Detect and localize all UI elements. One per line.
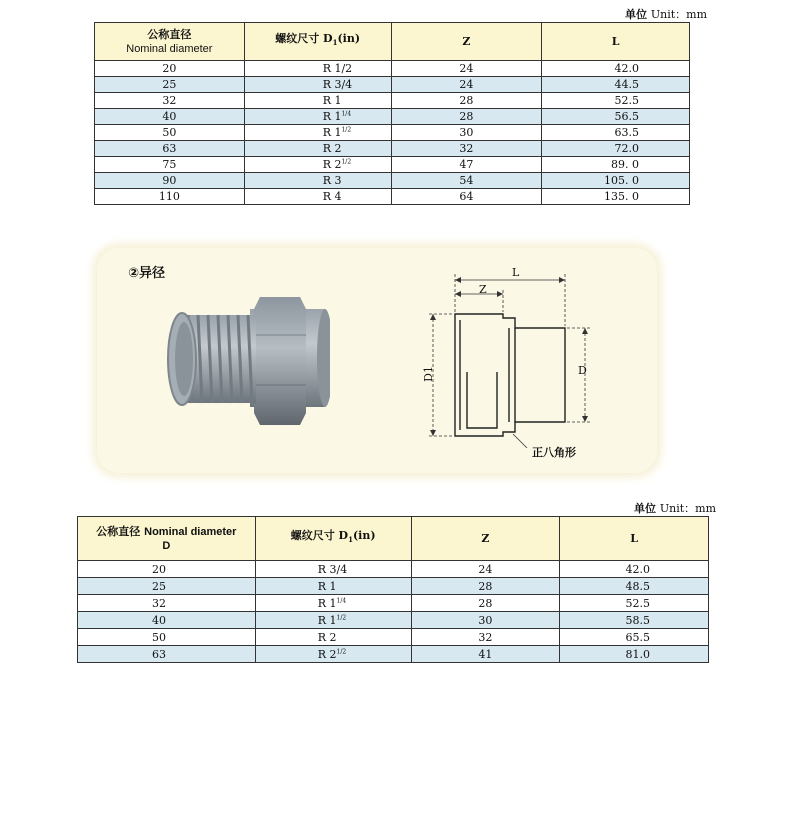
cell-thread-text: R 2 <box>317 630 337 644</box>
cell-l <box>560 646 709 663</box>
header-thread-sub: 1 <box>332 38 338 48</box>
header-l: L <box>542 23 690 61</box>
cell-z <box>391 77 542 93</box>
cell-z <box>411 595 560 612</box>
table-row <box>95 173 690 189</box>
cell-l <box>560 561 709 578</box>
cell-z <box>411 578 560 595</box>
dim-label-l: L <box>512 266 520 279</box>
header-thread-label: 螺纹尺寸 D <box>275 32 333 46</box>
table-row <box>95 61 690 77</box>
cell-dn <box>95 93 245 109</box>
octagon-label: 正八角形 <box>532 446 576 459</box>
unit-label-value: Unit：mm <box>650 8 707 21</box>
cell-z-text: 30 <box>459 126 474 139</box>
cell-l-text: 44.5 <box>614 78 639 91</box>
cell-l-text: 65.5 <box>625 630 650 644</box>
cell-thread-text: R 1 <box>322 110 342 123</box>
cell-dn <box>95 125 245 141</box>
cell-dn-text: 20 <box>152 562 166 576</box>
cell-z <box>391 125 542 141</box>
cell-dn <box>78 646 256 663</box>
table-row <box>95 157 690 173</box>
cell-thread <box>244 93 391 109</box>
cell-thread-text: R 1 <box>317 596 337 610</box>
thread-fraction: 1/2 <box>336 613 347 621</box>
cell-thread-text: R 1 <box>322 126 342 139</box>
cell-dn <box>95 189 245 205</box>
table-row <box>95 93 690 109</box>
cell-dn-text: 32 <box>162 94 177 107</box>
table-row <box>78 561 709 578</box>
cell-thread <box>255 561 411 578</box>
cell-thread <box>244 77 391 93</box>
header-thread-label-2: 螺纹尺寸 D <box>290 529 349 543</box>
cell-dn-text: 90 <box>162 174 177 187</box>
cell-l-text: 52.5 <box>625 596 650 610</box>
thread-fraction: 1/2 <box>341 126 352 134</box>
cell-l-text: 42.0 <box>614 62 639 75</box>
thread-fraction: 1/2 <box>341 158 352 166</box>
cell-z-text: 24 <box>459 78 474 91</box>
cell-l-text: 81.0 <box>625 647 650 661</box>
cell-dn <box>95 173 245 189</box>
cell-thread <box>244 61 391 77</box>
thread-fraction: 1/4 <box>341 110 352 118</box>
cell-dn-text: 20 <box>162 62 177 75</box>
cell-l-text: 63.5 <box>614 126 639 139</box>
cell-thread-text: R 1 <box>322 94 342 107</box>
cell-thread <box>244 173 391 189</box>
cell-dn-text: 25 <box>162 78 177 91</box>
table-row <box>95 125 690 141</box>
header-thread-unit: (in) <box>337 32 361 46</box>
cell-z <box>391 61 542 77</box>
cell-thread-text: R 4 <box>322 190 342 203</box>
cell-dn <box>95 109 245 125</box>
header-thread-size-2 <box>255 517 411 561</box>
cell-l <box>542 125 690 141</box>
thread-fraction: 1/2 <box>336 647 347 655</box>
cell-thread-text: R 1 <box>317 613 337 627</box>
spec-table-2 <box>77 516 709 663</box>
cell-dn-text: 40 <box>162 110 177 123</box>
cell-z <box>391 141 542 157</box>
cell-dn <box>78 578 256 595</box>
dim-label-d: D <box>578 364 587 377</box>
cell-thread <box>244 141 391 157</box>
table-row <box>95 189 690 205</box>
cell-thread-text: R 1 <box>317 579 337 593</box>
cell-z-text: 32 <box>478 630 493 644</box>
cell-l <box>542 77 690 93</box>
cell-l <box>560 595 709 612</box>
fitting-photo <box>160 275 330 445</box>
cell-l <box>542 141 690 157</box>
cell-z-text: 24 <box>459 62 474 75</box>
cell-z <box>391 109 542 125</box>
cell-dn-text: 75 <box>162 158 177 171</box>
header-dn-en-2: Nominal diameter <box>144 525 237 538</box>
cell-l <box>542 61 690 77</box>
cell-z <box>411 629 560 646</box>
cell-dn <box>95 61 245 77</box>
cell-l-text: 105. 0 <box>604 174 639 187</box>
cell-dn-text: 63 <box>162 142 177 155</box>
cell-l <box>560 612 709 629</box>
header-nominal-diameter-2 <box>78 517 256 561</box>
cell-z-text: 28 <box>478 579 493 593</box>
unit-label-cn-2: 单位 <box>634 502 656 515</box>
cell-z-text: 47 <box>459 158 474 171</box>
cell-l-text: 89. 0 <box>611 158 639 171</box>
unit-label-2 <box>634 500 716 516</box>
header-dn-cn-2: 公称直径 <box>96 524 141 538</box>
header-z: Z <box>391 23 542 61</box>
cell-thread-text: R 2 <box>322 142 342 155</box>
cell-z <box>411 612 560 629</box>
cell-thread <box>244 125 391 141</box>
table-row <box>95 77 690 93</box>
cell-l-text: 56.5 <box>614 110 639 123</box>
cell-z <box>411 646 560 663</box>
spec-table-1 <box>94 22 690 205</box>
cell-thread <box>255 595 411 612</box>
table-row <box>78 646 709 663</box>
cell-l <box>560 629 709 646</box>
cell-z-text: 28 <box>459 110 474 123</box>
header-nominal-diameter <box>95 23 245 61</box>
cell-l-text: 135. 0 <box>604 190 639 203</box>
cell-l <box>542 109 690 125</box>
table-row <box>78 612 709 629</box>
table-row <box>78 595 709 612</box>
dim-label-z: Z <box>479 283 487 296</box>
header-dn-en: Nominal diameter <box>126 42 213 55</box>
cell-z-text: 64 <box>459 190 474 203</box>
table-row <box>78 578 709 595</box>
cell-z <box>391 173 542 189</box>
cell-thread <box>244 157 391 173</box>
cell-thread <box>244 109 391 125</box>
cell-l-text: 48.5 <box>625 579 650 593</box>
table-row <box>95 141 690 157</box>
cell-thread-text: R 3/4 <box>317 562 348 576</box>
cell-l <box>542 173 690 189</box>
cell-thread <box>255 629 411 646</box>
cell-l-text: 72.0 <box>614 142 639 155</box>
cell-dn-text: 50 <box>152 630 166 644</box>
unit-label-cn: 单位 <box>625 8 647 21</box>
cell-z <box>391 93 542 109</box>
cell-z-text: 28 <box>478 596 493 610</box>
cell-dn-text: 40 <box>152 613 166 627</box>
cell-z-text: 28 <box>459 94 474 107</box>
cell-thread <box>244 189 391 205</box>
header-thread-size <box>244 23 391 61</box>
thread-fraction: 1/4 <box>336 596 347 604</box>
cell-dn <box>78 612 256 629</box>
cell-z <box>391 157 542 173</box>
cell-thread <box>255 578 411 595</box>
dimension-drawing <box>415 262 615 462</box>
cell-z-text: 41 <box>478 647 493 661</box>
cell-l <box>542 157 690 173</box>
cell-dn <box>95 157 245 173</box>
cell-z-text: 30 <box>478 613 493 627</box>
cell-dn <box>78 629 256 646</box>
cell-thread <box>255 612 411 629</box>
cell-dn <box>78 561 256 578</box>
header-l-2: L <box>560 517 709 561</box>
cell-l <box>542 189 690 205</box>
cell-thread-text: R 3 <box>322 174 342 187</box>
cell-z <box>411 561 560 578</box>
cell-dn <box>78 595 256 612</box>
cell-dn-text: 32 <box>152 596 166 610</box>
table-row <box>95 109 690 125</box>
cell-thread-text: R 1/2 <box>322 62 353 75</box>
cell-z-text: 24 <box>478 562 493 576</box>
cell-thread-text: R 2 <box>317 647 337 661</box>
cell-z <box>391 189 542 205</box>
cell-dn-text: 110 <box>158 190 180 203</box>
header-thread-unit-2: (in) <box>352 529 376 543</box>
cell-thread-text: R 3/4 <box>322 78 353 91</box>
cell-l-text: 58.5 <box>625 613 650 627</box>
cell-l-text: 42.0 <box>625 562 650 576</box>
cell-dn <box>95 141 245 157</box>
header-z-2: Z <box>411 517 560 561</box>
cell-thread <box>255 646 411 663</box>
cell-z-text: 32 <box>459 142 474 155</box>
cell-thread-text: R 2 <box>322 158 342 171</box>
cell-l <box>560 578 709 595</box>
cell-dn-text: 63 <box>152 647 166 661</box>
unit-label-1 <box>625 6 707 22</box>
cell-l <box>542 93 690 109</box>
cell-dn-text: 50 <box>162 126 177 139</box>
header-dn-cn: 公称直径 <box>147 27 192 41</box>
cell-dn-text: 25 <box>152 579 166 593</box>
table-row <box>78 629 709 646</box>
cell-dn <box>95 77 245 93</box>
unit-label-value-2: Unit：mm <box>659 502 716 515</box>
header-dn-d-2: D <box>162 539 171 552</box>
section-title: ②异径 <box>128 266 166 281</box>
dim-label-d1: D1 <box>422 366 435 382</box>
cell-l-text: 52.5 <box>614 94 639 107</box>
header-thread-sub-2: 1 <box>348 535 353 545</box>
cell-z-text: 54 <box>459 174 474 187</box>
